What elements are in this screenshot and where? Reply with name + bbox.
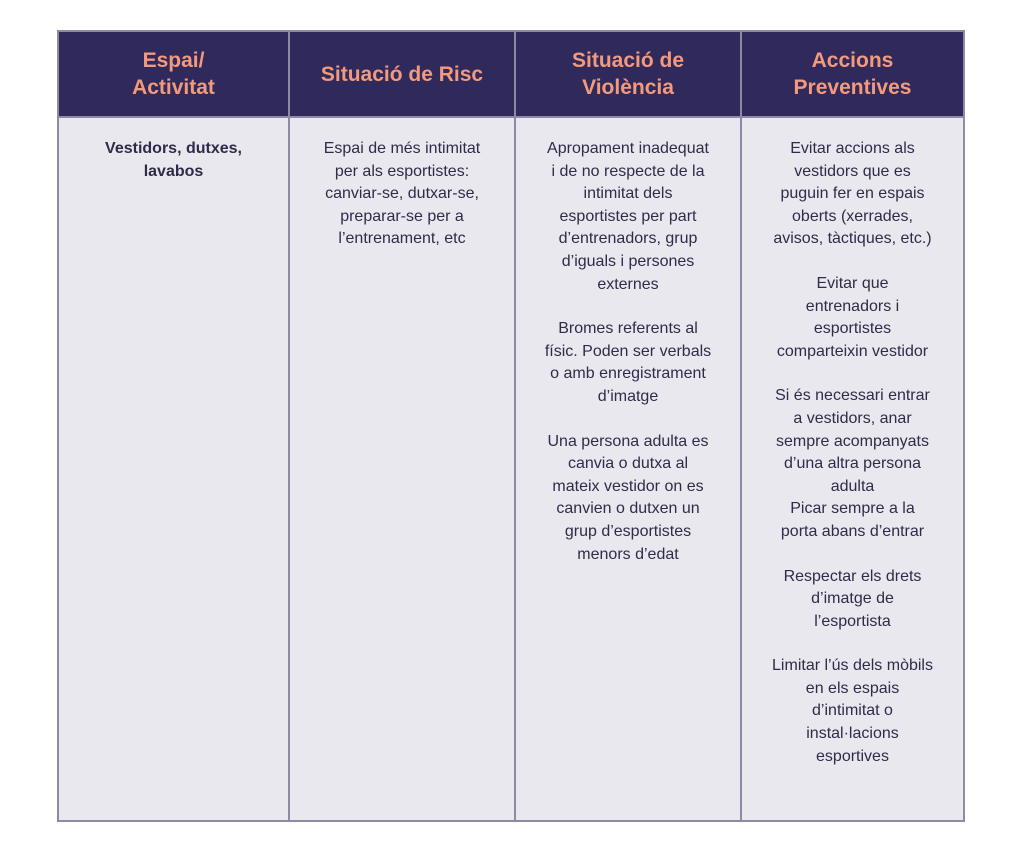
header-line: Situació de Risc bbox=[320, 62, 484, 86]
text-line: Espai de més intimitat bbox=[323, 140, 481, 157]
text-line: Evitar accions als bbox=[790, 140, 915, 157]
text-line: físic. Poden ser verbals bbox=[544, 342, 712, 360]
header-row bbox=[59, 32, 963, 117]
text-line: canvia o dutxa al bbox=[567, 455, 689, 473]
text-line: Picar sempre a la bbox=[790, 500, 915, 518]
text-line: Respectar els drets bbox=[783, 567, 922, 585]
prevention-table bbox=[57, 30, 965, 822]
accions-paragraph bbox=[750, 385, 955, 543]
accions-paragraph bbox=[750, 138, 955, 251]
accions-paragraph bbox=[750, 566, 955, 634]
header-line: Violència bbox=[582, 76, 674, 99]
text-line: externes bbox=[597, 275, 659, 293]
header-accions-preventives bbox=[741, 32, 963, 117]
header-line: Situació de bbox=[571, 49, 685, 72]
text-line: grup d’esportistes bbox=[564, 522, 692, 540]
header-line: Activitat bbox=[132, 76, 215, 99]
text-line: d’imatge de bbox=[811, 590, 894, 608]
text-line: Si és necessari entrar bbox=[775, 387, 930, 405]
text-line: esportistes per part bbox=[559, 207, 697, 225]
text-line: esportives bbox=[816, 747, 889, 765]
text-line: entrenadors i bbox=[805, 297, 900, 315]
text-line: a vestidors, anar bbox=[793, 409, 912, 427]
cell-situacio-risc bbox=[289, 117, 515, 820]
header-line: Espai/ bbox=[142, 49, 205, 72]
text-line: preparar-se per a bbox=[340, 207, 464, 225]
text-line: instal·lacions bbox=[806, 725, 899, 743]
header-line: Accions bbox=[811, 49, 894, 72]
text-line: d’iguals i persones bbox=[561, 252, 695, 270]
text-line: menors d’edat bbox=[577, 545, 679, 563]
text-line: Apropament inadequat bbox=[547, 140, 709, 157]
text-line: avisos, tàctiques, etc.) bbox=[773, 230, 932, 248]
header-line: Preventives bbox=[793, 76, 912, 99]
text-line: lavabos bbox=[143, 162, 204, 180]
header-espai-activitat bbox=[59, 32, 289, 117]
text-line: sempre acompanyats bbox=[776, 432, 929, 450]
text-line: canviar-se, dutxar-se, bbox=[325, 185, 479, 203]
text-line: intimitat dels bbox=[583, 185, 673, 203]
text-line: per als esportistes: bbox=[334, 162, 470, 180]
text-line: d’imatge bbox=[597, 387, 659, 405]
text-line: l’entrenament, etc bbox=[338, 230, 466, 248]
text-line: vestidors que es bbox=[794, 162, 911, 180]
header-situacio-violencia bbox=[515, 32, 741, 117]
cell-accions-preventives bbox=[741, 117, 963, 820]
text-line: puguin fer en espais bbox=[780, 185, 925, 203]
text-line: d’una altra persona bbox=[784, 455, 921, 473]
text-line: comparteixin vestidor bbox=[776, 342, 929, 360]
accions-paragraph bbox=[750, 273, 955, 363]
text-line: Vestidors, dutxes, bbox=[105, 140, 242, 157]
violencia-paragraph bbox=[524, 138, 732, 296]
text-line: mateix vestidor on es bbox=[552, 477, 704, 495]
cell-espai bbox=[59, 117, 289, 820]
text-line: d’entrenadors, grup bbox=[558, 230, 698, 248]
text-line: porta abans d’entrar bbox=[780, 522, 925, 540]
text-line: en els espais bbox=[805, 679, 900, 697]
text-line: i de no respecte de la bbox=[551, 162, 705, 180]
text-line: canvien o dutxen un bbox=[556, 500, 700, 518]
violencia-paragraph bbox=[524, 318, 732, 408]
text-line: l’esportista bbox=[814, 612, 891, 630]
text-line: o amb enregistrament bbox=[550, 365, 706, 383]
text-line: oberts (xerrades, bbox=[792, 207, 913, 225]
accions-paragraph bbox=[750, 655, 955, 768]
text-line: Limitar l’ús dels mòbils bbox=[772, 657, 933, 675]
text-line: Una persona adulta es bbox=[547, 432, 709, 450]
text-line: Bromes referents al bbox=[558, 320, 698, 338]
violencia-paragraph bbox=[524, 431, 732, 567]
text-line: Evitar que bbox=[816, 274, 889, 292]
text-line: adulta bbox=[830, 477, 875, 495]
cell-situacio-violencia bbox=[515, 117, 741, 820]
prevention-table-grid bbox=[59, 32, 963, 820]
text-line: d’intimitat o bbox=[812, 702, 893, 720]
header-situacio-risc bbox=[289, 32, 515, 117]
table-row bbox=[59, 117, 963, 820]
text-line: esportistes bbox=[813, 320, 892, 338]
